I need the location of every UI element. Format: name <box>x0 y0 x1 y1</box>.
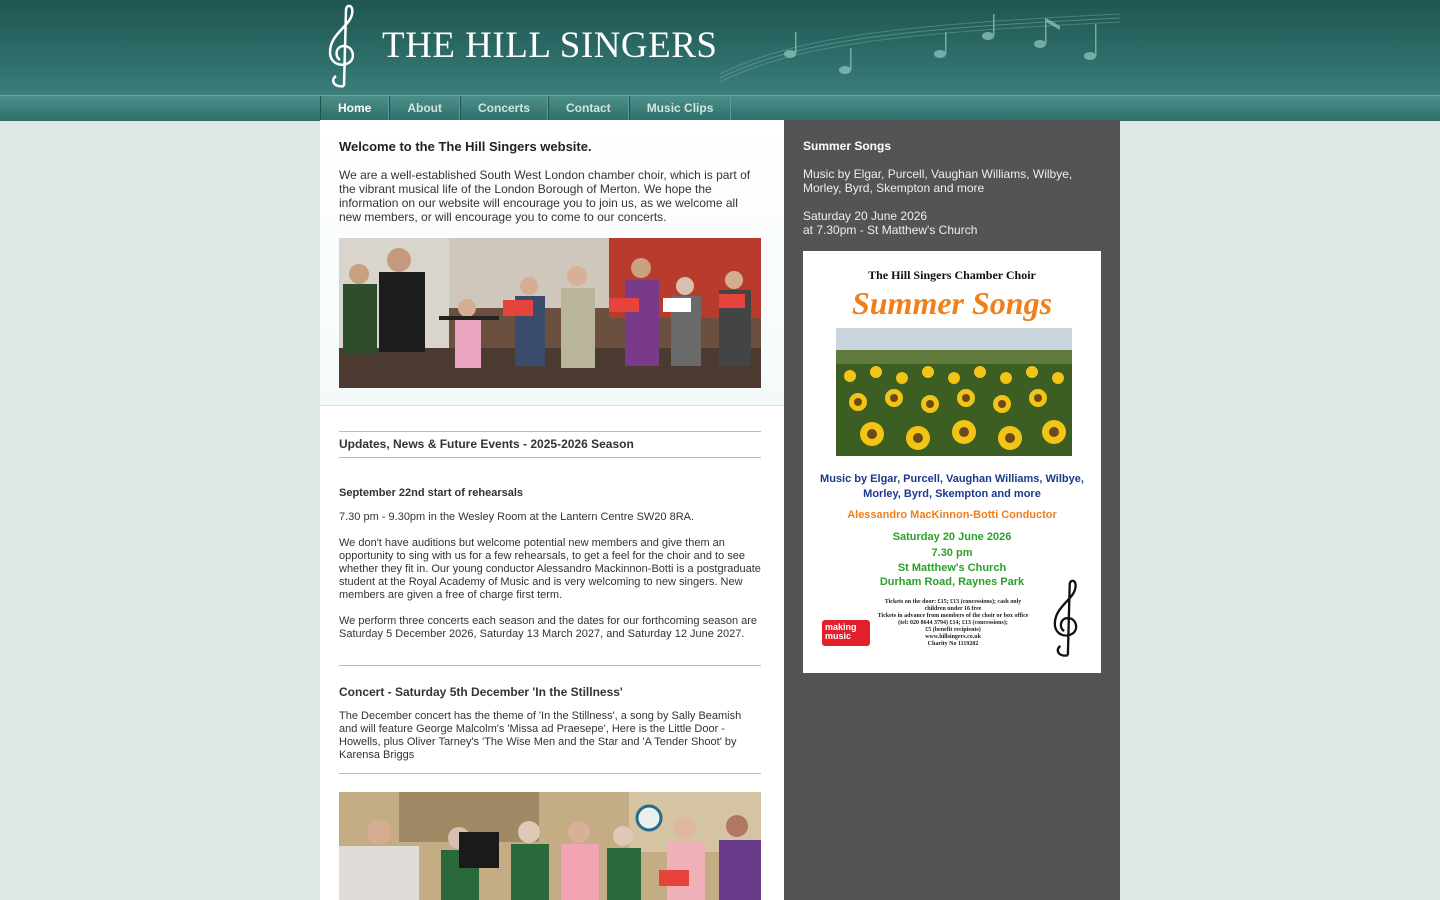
nav-about[interactable]: About <box>389 96 460 121</box>
sidebar-title: Summer Songs <box>803 139 892 153</box>
welcome-heading: Welcome to the The Hill Singers website. <box>339 139 592 154</box>
updates-heading: Updates, News & Future Events - 2025-2026 Season <box>339 437 634 451</box>
rehearsals-time: 7.30 pm - 9.30pm in the Wesley Room at the Lantern Centre SW20 8RA. <box>339 511 695 523</box>
site-title: THE HILL SINGERS <box>382 25 718 66</box>
poster-tickets-1: Tickets on the door: £15; £13 (concessions); cash only <box>884 599 1022 605</box>
rehearsals-heading: September 22nd start of rehearsals <box>339 487 524 499</box>
poster-church: St Matthew's Church <box>897 562 1007 574</box>
nav-contact[interactable]: Contact <box>548 96 629 121</box>
poster-road: Durham Road, Raynes Park <box>879 576 1025 588</box>
poster-title: Summer Songs <box>851 285 1053 321</box>
concerts-text: We perform three concerts each season and the dates for our forthcoming season are Saturday 5 December 2026, Saturday 13 March 2027, and Saturday 12 June 2027. <box>339 615 758 640</box>
concert-text: The December concert has the theme of 'In the Stillness', a song by Sally Beamish and will feature George Malcolm's 'Missa ad Praesepe', Here is the Little Door - Howells, plus Oliver Tarney's 'The Wise Men and the Star and 'A Tender Shoot' by Karensa Briggs <box>339 710 742 761</box>
poster-time: 7.30 pm <box>931 547 973 559</box>
divider <box>339 773 761 774</box>
nav-bar <box>0 95 1440 121</box>
sidebar-venue: at 7.30pm - St Matthew's Church <box>803 223 978 237</box>
auditions-text: We don't have auditions but welcome potential new members and give them an opportunity to sing with us for a few rehearsals, to get a feel for the choir and to see whether they fit in. Our young conductor Alessandro Mackinnon-Botti is a postgraduate student at the Royal Academy of Music and is very welcoming to new singers. New members are given a free of charge first term. <box>339 537 761 601</box>
nav-home[interactable]: Home <box>320 96 389 121</box>
main-content <box>320 120 784 900</box>
sunflower-field-image <box>836 328 1072 456</box>
choir-concert-photo <box>339 792 761 900</box>
poster-tickets-4: (tel: 020 8644 3794) £14; £13 (concessions); <box>898 620 1008 626</box>
nav-concerts[interactable]: Concerts <box>460 96 548 121</box>
poster-music-2: Morley, Byrd, Skempton and more <box>863 488 1041 500</box>
poster-tickets-6: www.hillsingers.co.uk <box>925 634 981 640</box>
intro-text: We are a well-established South West London chamber choir, which is part of the vibrant musical life of the London Borough of Merton. We hope the information on our website will encourage you to join us, as we welcome all new members, or will encourage you to come to our concerts. <box>339 168 751 224</box>
poster-tickets-7: Charity No 1119202 <box>927 641 979 647</box>
poster-date: Saturday 20 June 2026 <box>892 531 1012 543</box>
site-header <box>0 0 1440 95</box>
making-music-logo: making music <box>822 620 870 646</box>
poster-conductor: Alessandro MacKinnon-Botti Conductor <box>847 509 1057 521</box>
divider <box>339 457 761 458</box>
sidebar <box>784 120 1120 900</box>
nav-music-clips[interactable]: Music Clips <box>629 96 732 121</box>
sidebar-music: Music by Elgar, Purcell, Vaughan Williams, Wilbye, Morley, Byrd, Skempton and more <box>803 167 1073 195</box>
treble-clef-logo-icon[interactable] <box>320 4 364 90</box>
music-notes-decoration-icon <box>720 8 1120 88</box>
poster-music-1: Music by Elgar, Purcell, Vaughan Williams, Wilbye, <box>820 473 1084 485</box>
divider <box>339 431 761 432</box>
poster-tickets-5: £5 (benefit recipients) <box>925 627 981 633</box>
sidebar-date: Saturday 20 June 2026 <box>803 209 928 223</box>
divider <box>339 665 761 666</box>
treble-clef-logo-icon <box>1045 579 1087 659</box>
poster-tickets-2: children under 16 free <box>924 606 982 612</box>
main-nav <box>320 96 731 121</box>
concert-poster[interactable] <box>803 251 1101 673</box>
poster-choir: The Hill Singers Chamber Choir <box>868 268 1036 282</box>
poster-tickets-3: Tickets in advance from members of the choir or box office <box>877 613 1029 619</box>
concert-heading: Concert - Saturday 5th December 'In the Stillness' <box>339 685 623 699</box>
choir-rehearsal-photo <box>339 238 761 388</box>
